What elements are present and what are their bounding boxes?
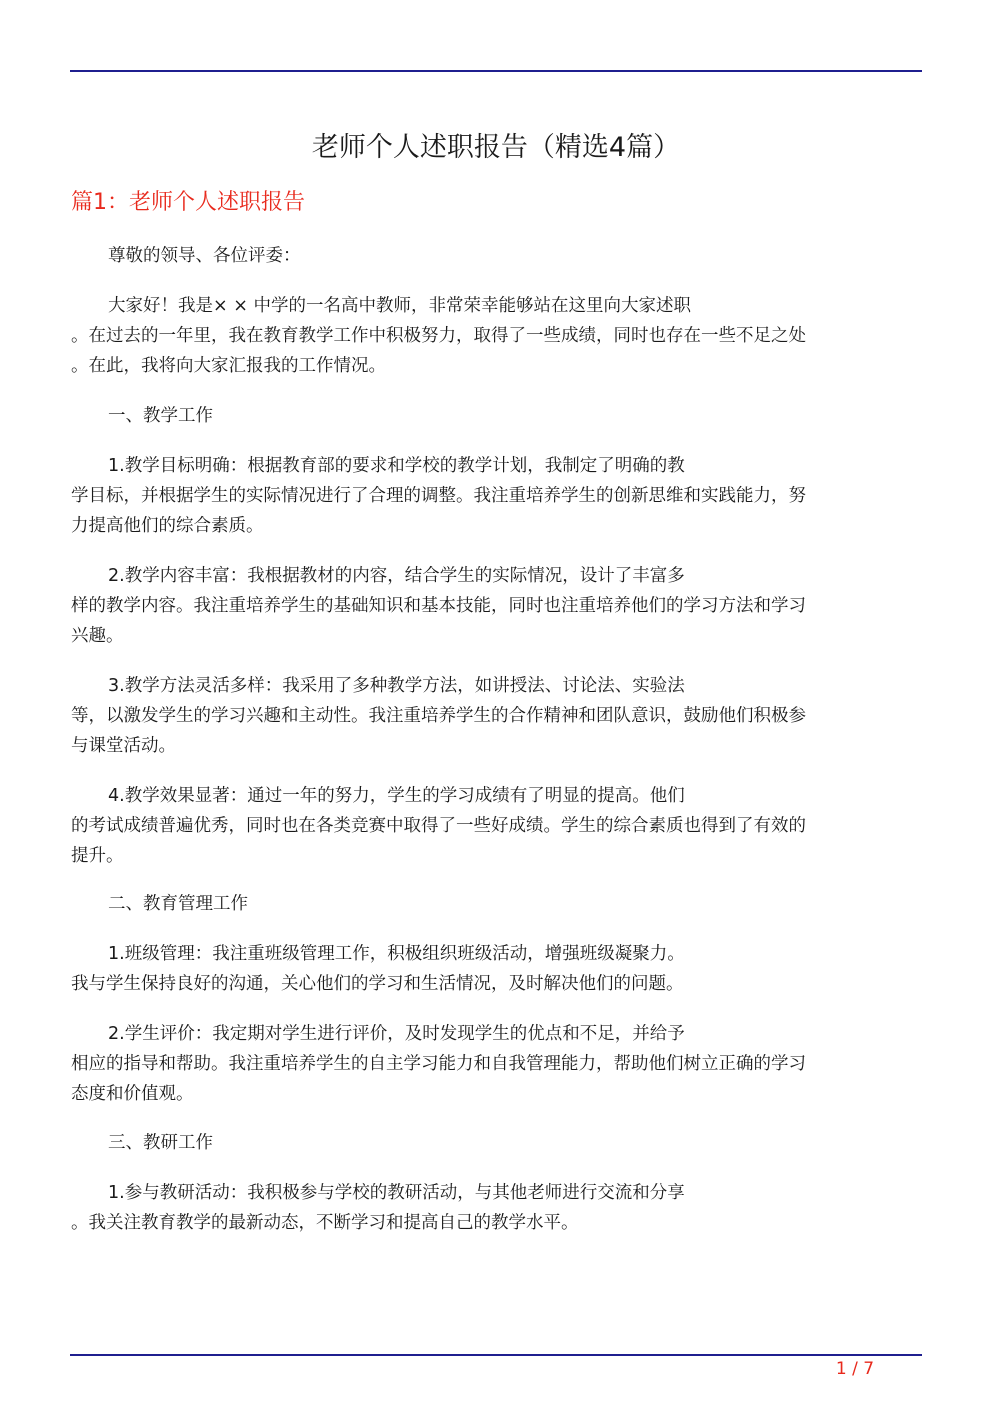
paragraph-line: 3.教学方法灵活多样：我采用了多种教学方法，如讲授法、讨论法、实验法: [108, 676, 685, 696]
section-title: 篇1：老师个人述职报告: [71, 190, 305, 215]
paragraph: [71, 451, 806, 541]
paragraph-line: 1.班级管理：我注重班级管理工作，积极组织班级活动，增强班级凝聚力。: [108, 944, 685, 964]
paragraph-line: 1.教学目标明确：根据教育部的要求和学校的教学计划，我制定了明确的教: [108, 456, 685, 476]
paragraph: [71, 1019, 806, 1109]
paragraph-line: 兴趣。: [71, 626, 124, 646]
paragraph-line: 力提高他们的综合素质。: [71, 516, 264, 536]
paragraph: [71, 671, 806, 761]
paragraph: [71, 939, 685, 999]
header-rule: [70, 70, 922, 72]
paragraph-line: 态度和价值观。: [71, 1084, 194, 1104]
paragraph-line: 与课堂活动。: [71, 736, 176, 756]
page-number: 1 / 7: [835, 1359, 875, 1379]
paragraph: [71, 1128, 213, 1158]
paragraph: [71, 889, 248, 919]
paragraph: [71, 1178, 685, 1238]
paragraph-line: 学目标，并根据学生的实际情况进行了合理的调整。我注重培养学生的创新思维和实践能力，努: [71, 486, 806, 506]
document-title: 老师个人述职报告（精选4篇）: [311, 132, 681, 163]
paragraph: [71, 291, 806, 381]
paragraph-line: 。我关注教育教学的最新动态，不断学习和提高自己的教学水平。: [71, 1213, 579, 1233]
paragraph: [71, 401, 213, 431]
paragraph-line: 2.教学内容丰富：我根据教材的内容，结合学生的实际情况，设计了丰富多: [108, 566, 685, 586]
paragraph-line: 。在此，我将向大家汇报我的工作情况。: [71, 356, 386, 376]
paragraph: [71, 781, 806, 871]
paragraph-line: 一、教学工作: [108, 406, 213, 426]
paragraph: [71, 241, 301, 271]
paragraph-line: 1.参与教研活动：我积极参与学校的教研活动，与其他老师进行交流和分享: [108, 1183, 685, 1203]
paragraph-line: 。在过去的一年里，我在教育教学工作中积极努力，取得了一些成绩，同时也存在一些不足之处: [71, 326, 806, 346]
paragraph-line: 4.教学效果显著：通过一年的努力，学生的学习成绩有了明显的提高。他们: [108, 786, 685, 806]
paragraph-line: 大家好！我是× × 中学的一名高中教师，非常荣幸能够站在这里向大家述职: [108, 296, 691, 316]
paragraph-line: 的考试成绩普遍优秀，同时也在各类竞赛中取得了一些好成绩。学生的综合素质也得到了有效的: [71, 816, 806, 836]
paragraph-line: 样的教学内容。我注重培养学生的基础知识和基本技能，同时也注重培养他们的学习方法和学习: [71, 596, 806, 616]
paragraph-line: 我与学生保持良好的沟通，关心他们的学习和生活情况，及时解决他们的问题。: [71, 974, 684, 994]
paragraph: [71, 561, 806, 651]
paragraph-line: 2.学生评价：我定期对学生进行评价，及时发现学生的优点和不足，并给予: [108, 1024, 685, 1044]
paragraph-line: 三、教研工作: [108, 1133, 213, 1153]
footer-rule: [70, 1354, 922, 1356]
paragraph-line: 提升。: [71, 846, 124, 866]
paragraph-line: 尊敬的领导、各位评委：: [108, 246, 301, 266]
paragraph-line: 相应的指导和帮助。我注重培养学生的自主学习能力和自我管理能力，帮助他们树立正确的学习: [71, 1054, 806, 1074]
paragraph-line: 二、教育管理工作: [108, 894, 248, 914]
paragraph-line: 等，以激发学生的学习兴趣和主动性。我注重培养学生的合作精神和团队意识，鼓励他们积极参: [71, 706, 806, 726]
